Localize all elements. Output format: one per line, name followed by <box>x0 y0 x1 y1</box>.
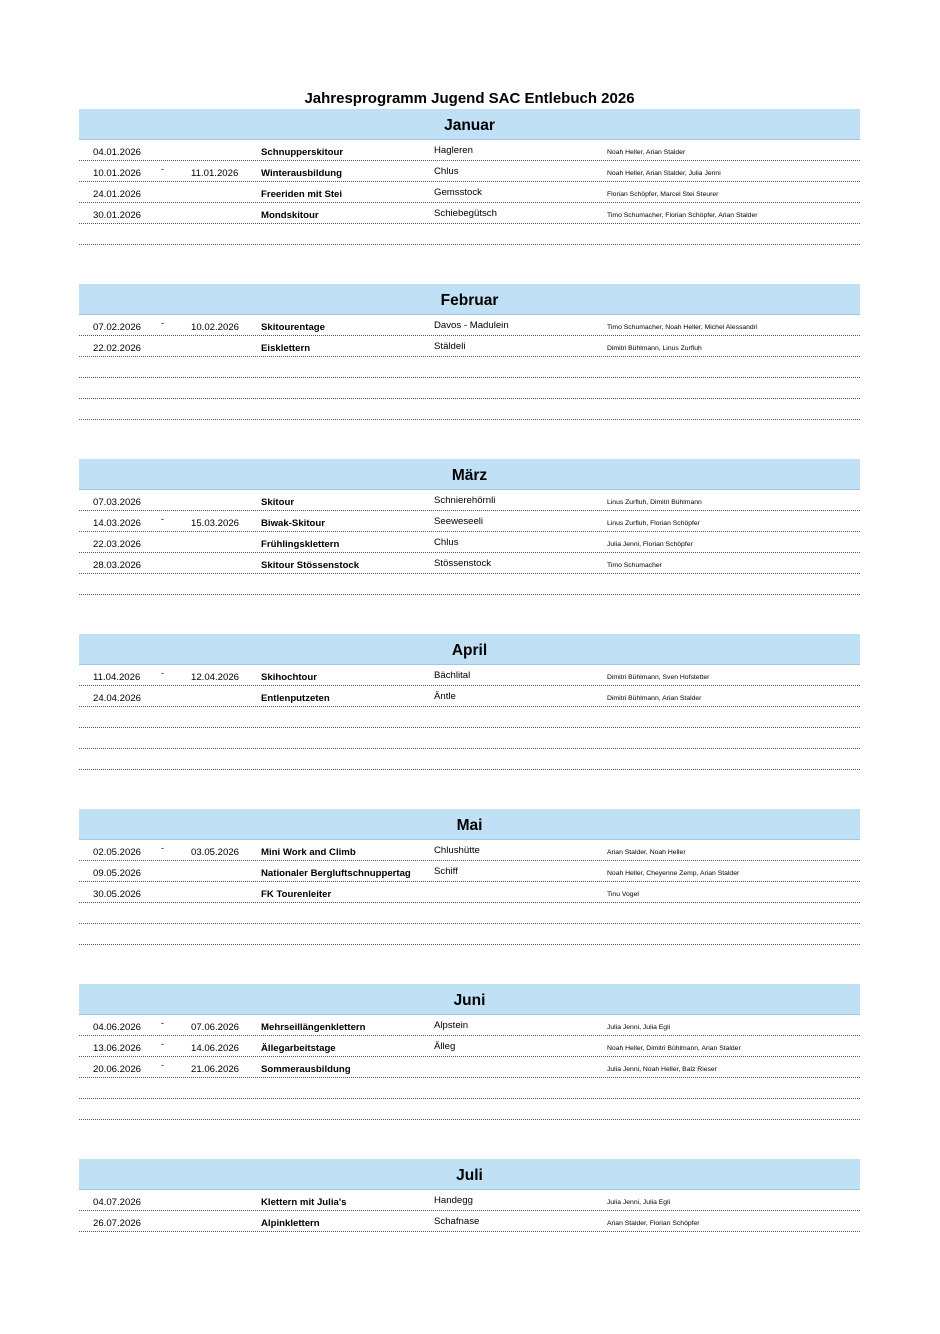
event-start-date: 09.05.2026 <box>93 868 142 879</box>
event-location: Schafnase <box>434 1216 480 1227</box>
event-location: Stössenstock <box>434 558 492 569</box>
event-location: Schiebegütsch <box>434 208 497 219</box>
event-row <box>79 686 860 707</box>
event-row <box>79 665 860 686</box>
event-location: Schiff <box>434 866 458 877</box>
event-start-date: 22.02.2026 <box>93 343 142 354</box>
event-row <box>79 1099 860 1120</box>
month-header: Mai <box>79 809 860 840</box>
event-location: Chlus <box>434 537 459 548</box>
event-name: Alpinklettern <box>261 1218 320 1229</box>
event-end-date: 11.01.2026 <box>191 168 239 179</box>
months-container <box>79 109 860 1334</box>
event-row <box>79 1036 860 1057</box>
event-row <box>79 1211 860 1232</box>
event-row <box>79 861 860 882</box>
event-row <box>79 161 860 182</box>
event-start-date: 14.03.2026 <box>93 518 142 529</box>
month-section <box>79 459 860 634</box>
event-leaders: Timo Schumacher, Noah Heller, Michel Alessandri <box>607 324 758 331</box>
event-leaders: Arian Stalder, Noah Heller <box>607 849 686 856</box>
event-location: Bächlital <box>434 670 471 681</box>
month-section <box>79 284 860 459</box>
event-leaders: Dimitri Bühlmann, Sven Hofstetter <box>607 674 710 681</box>
event-row <box>79 336 860 357</box>
event-row <box>79 182 860 203</box>
event-leaders: Linus Zurfluh, Florian Schöpfer <box>607 520 700 527</box>
event-name: Eisklettern <box>261 343 311 354</box>
event-leaders: Dimitri Bühlmann, Linus Zurfluh <box>607 345 702 352</box>
event-list <box>79 140 860 245</box>
event-list <box>79 1190 860 1232</box>
event-row <box>79 1190 860 1211</box>
event-leaders: Noah Heller, Dimitri Bühlmann, Arian Stalder <box>607 1045 741 1052</box>
event-start-date: 04.01.2026 <box>93 147 142 158</box>
event-leaders: Julia Jenni, Noah Heller, Balz Rieser <box>607 1066 717 1073</box>
event-row <box>79 490 860 511</box>
date-range-dash: - <box>161 514 164 524</box>
event-name: Ällegarbeitstage <box>261 1043 336 1054</box>
event-start-date: 24.01.2026 <box>93 189 142 200</box>
event-leaders: Noah Heller, Cheyenne Zemp, Arian Stalder <box>607 870 740 877</box>
event-location: Älleg <box>434 1041 456 1052</box>
event-leaders: Florian Schöpfer, Marcel Stei Steurer <box>607 191 719 198</box>
event-end-date: 15.03.2026 <box>191 518 240 529</box>
event-name: Biwak-Skitour <box>261 518 325 529</box>
event-start-date: 04.06.2026 <box>93 1022 142 1033</box>
event-row <box>79 511 860 532</box>
month-section <box>79 984 860 1159</box>
event-location: Äntle <box>434 691 456 702</box>
event-end-date: 10.02.2026 <box>191 322 240 333</box>
date-range-dash: - <box>161 668 164 678</box>
month-section <box>79 109 860 284</box>
event-start-date: 07.03.2026 <box>93 497 142 508</box>
event-leaders: Linus Zurfluh, Dimitri Bühlmann <box>607 499 702 506</box>
event-row <box>79 399 860 420</box>
event-location: Schnierehörnli <box>434 495 496 506</box>
date-range-dash: - <box>161 1060 164 1070</box>
event-leaders: Timo Schumacher, Florian Schöpfer, Arian Stalder <box>607 212 758 219</box>
date-range-dash: - <box>161 318 164 328</box>
event-leaders: Noah Heller, Arian Stalder <box>607 149 686 156</box>
event-location: Seeweseeli <box>434 516 484 527</box>
event-start-date: 13.06.2026 <box>93 1043 142 1054</box>
date-range-dash: - <box>161 843 164 853</box>
date-range-dash: - <box>161 1018 164 1028</box>
event-location: Davos - Madulein <box>434 320 509 331</box>
event-name: Mehrseillängenklettern <box>261 1022 366 1033</box>
event-end-date: 03.05.2026 <box>191 847 240 858</box>
event-row <box>79 707 860 728</box>
month-header: April <box>79 634 860 665</box>
month-section <box>79 634 860 809</box>
event-row <box>79 532 860 553</box>
event-start-date: 20.06.2026 <box>93 1064 142 1075</box>
event-row <box>79 924 860 945</box>
event-start-date: 22.03.2026 <box>93 539 142 550</box>
event-name: Mondskitour <box>261 210 319 221</box>
event-location: Gemsstock <box>434 187 482 198</box>
event-leaders: Dimitri Bühlmann, Arian Stalder <box>607 695 702 702</box>
event-row <box>79 749 860 770</box>
month-header: März <box>79 459 860 490</box>
event-name: Skihochtour <box>261 672 317 683</box>
event-leaders: Timo Schumacher <box>607 562 662 569</box>
event-name: Skitour Stössenstock <box>261 560 360 571</box>
event-end-date: 12.04.2026 <box>191 672 240 683</box>
event-row <box>79 574 860 595</box>
event-row <box>79 224 860 245</box>
event-list <box>79 315 860 420</box>
month-header: Juli <box>79 1159 860 1190</box>
event-end-date: 07.06.2026 <box>191 1022 240 1033</box>
event-name: Schnupperskitour <box>261 147 344 158</box>
event-start-date: 30.01.2026 <box>93 210 142 221</box>
event-row <box>79 903 860 924</box>
event-name: Entlenputzeten <box>261 693 330 704</box>
month-header: Januar <box>79 109 860 140</box>
event-list <box>79 1015 860 1120</box>
event-start-date: 11.04.2026 <box>93 672 141 683</box>
event-list <box>79 490 860 595</box>
event-leaders: Arian Stalder, Florian Schöpfer <box>607 1220 700 1227</box>
event-start-date: 24.04.2026 <box>93 693 142 704</box>
event-location: Chlushütte <box>434 845 480 856</box>
event-start-date: 04.07.2026 <box>93 1197 142 1208</box>
event-location: Chlus <box>434 166 459 177</box>
month-header: Juni <box>79 984 860 1015</box>
month-section <box>79 1159 860 1334</box>
event-name: Winterausbildung <box>261 168 342 179</box>
event-row <box>79 378 860 399</box>
month-section <box>79 809 860 984</box>
event-location: Handegg <box>434 1195 473 1206</box>
event-name: Nationaler Bergluftschnuppertag <box>261 868 411 879</box>
event-location: Alpstein <box>434 1020 469 1031</box>
event-leaders: Julia Jenni, Julia Egli <box>607 1024 671 1031</box>
event-leaders: Noah Heller, Arian Stalder, Julia Jenni <box>607 170 721 177</box>
event-row <box>79 315 860 336</box>
event-start-date: 02.05.2026 <box>93 847 142 858</box>
event-start-date: 26.07.2026 <box>93 1218 142 1229</box>
event-name: Klettern mit Julia's <box>261 1197 347 1208</box>
event-name: Mini Work and Climb <box>261 847 356 858</box>
event-name: Skitourentage <box>261 322 325 333</box>
event-location: Stäldeli <box>434 341 466 352</box>
event-row <box>79 882 860 903</box>
event-start-date: 30.05.2026 <box>93 889 142 900</box>
date-range-dash: - <box>161 164 164 174</box>
event-row <box>79 140 860 161</box>
month-header: Februar <box>79 284 860 315</box>
event-start-date: 28.03.2026 <box>93 560 142 571</box>
event-row <box>79 1057 860 1078</box>
event-list <box>79 665 860 770</box>
date-range-dash: - <box>161 1039 164 1049</box>
event-row <box>79 728 860 749</box>
event-start-date: 10.01.2026 <box>93 168 142 179</box>
event-row <box>79 357 860 378</box>
event-name: Sommerausbildung <box>261 1064 351 1075</box>
event-leaders: Tinu Vogel <box>607 891 639 898</box>
event-name: Freeriden mit Stei <box>261 189 343 200</box>
page-title: Jahresprogramm Jugend SAC Entlebuch 2026 <box>304 90 635 107</box>
event-row <box>79 203 860 224</box>
event-list <box>79 840 860 945</box>
event-name: Frühlingsklettern <box>261 539 340 550</box>
event-start-date: 07.02.2026 <box>93 322 142 333</box>
event-row <box>79 553 860 574</box>
event-name: Skitour <box>261 497 295 508</box>
event-location: Hagleren <box>434 145 473 156</box>
event-end-date: 21.06.2026 <box>191 1064 240 1075</box>
event-row <box>79 840 860 861</box>
event-leaders: Julia Jenni, Florian Schöpfer <box>607 541 693 548</box>
event-row <box>79 1015 860 1036</box>
event-row <box>79 1078 860 1099</box>
event-leaders: Julia Jenni, Julia Egli <box>607 1199 671 1206</box>
event-name: FK Tourenleiter <box>261 889 332 900</box>
event-end-date: 14.06.2026 <box>191 1043 240 1054</box>
